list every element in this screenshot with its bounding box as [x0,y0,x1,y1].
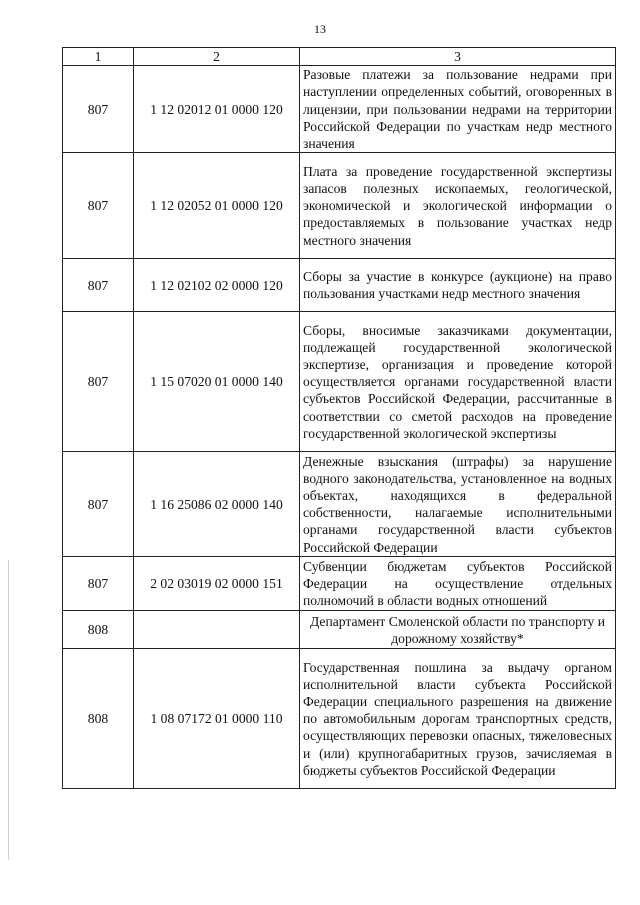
kbk-code-cell: 1 08 07172 01 0000 110 [134,649,300,789]
admin-code-cell: 807 [63,452,134,557]
description-cell: Денежные взыскания (штрафы) за нарушение водного законодательства, установленное на водных объектах, находящихся в федеральной собственности, налагаемые исполнительными органами государственной власти субъектов Российской Федерации [300,452,616,557]
description-cell: Государственная пошлина за выдачу органом исполнительной власти субъекта Российской Федерации специального разрешения на движение по автомобильным дорогам транспортных средств, осуществляющих перевозки опасных, тяжеловесных и (или) крупногабаритных грузов, зачисляемая в бюджеты субъектов Российской Федерации [300,649,616,789]
kbk-code-cell: 1 12 02012 01 0000 120 [134,66,300,153]
header-col-2: 2 [134,48,300,66]
kbk-code-cell: 1 15 07020 01 0000 140 [134,312,300,452]
admin-code-cell: 807 [63,259,134,312]
admin-code-cell: 807 [63,66,134,153]
table-row [63,649,616,789]
kbk-code-cell: 1 16 25086 02 0000 140 [134,452,300,557]
kbk-code-cell: 2 02 03019 02 0000 151 [134,557,300,611]
department-row [63,611,616,649]
description-cell: Субвенции бюджетам субъектов Российской Федерации на осуществление отдельных полномочий в области водных отношений [300,557,616,611]
department-title-cell: Департамент Смоленской области по транспорту и дорожному хозяйству* [300,611,616,649]
header-col-1: 1 [63,48,134,66]
admin-code-cell: 807 [63,153,134,259]
admin-code-cell: 808 [63,649,134,789]
description-cell: Сборы за участие в конкурсе (аукционе) на право пользования участками недр местного значения [300,259,616,312]
table-row [63,312,616,452]
description-cell: Сборы, вносимые заказчиками документации, подлежащей государственной экологической экспертизе, организация и проведение которой осуществляется органами государственной власти субъектов Российской Федерации, рассчитанные в соответствии со сметой расходов на проведение государственной экологической экспертизы [300,312,616,452]
empty-kbk-cell [134,611,300,649]
kbk-code-cell: 1 12 02102 02 0000 120 [134,259,300,312]
description-cell: Плата за проведение государственной экспертизы запасов полезных ископаемых, геологической, экономической и экологической информации о предоставляемых в пользование участках недр местного значения [300,153,616,259]
page-number: 13 [314,22,326,36]
table-header-row [63,48,616,66]
scan-edge-line [8,560,9,860]
revenue-classification-table [62,47,616,789]
table-row [63,557,616,611]
description-cell: Разовые платежи за пользование недрами при наступлении определенных событий, оговоренных в лицензии, при пользовании недрами на территории Российской Федерации по участкам недр местного значения [300,66,616,153]
table-row [63,452,616,557]
admin-code-cell: 807 [63,312,134,452]
admin-code-cell: 808 [63,611,134,649]
table-row [63,66,616,153]
table-row [63,153,616,259]
table-row [63,259,616,312]
header-col-3: 3 [300,48,616,66]
admin-code-cell: 807 [63,557,134,611]
kbk-code-cell: 1 12 02052 01 0000 120 [134,153,300,259]
